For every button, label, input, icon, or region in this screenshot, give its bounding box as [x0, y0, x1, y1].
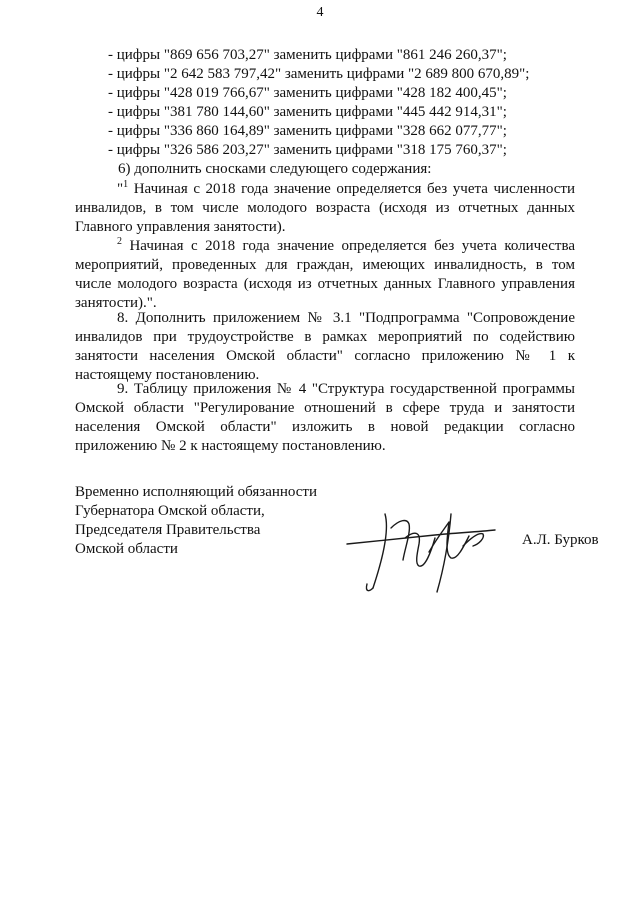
- footnote-1-text: Начиная с 2018 года значение определяется без учета численности инвалидов, в том числе молодого возраста (исходя из отчетных данных Главного управления занятости).: [75, 181, 575, 235]
- replacement-line: - цифры "2 642 583 797,42" заменить цифрами "2 689 800 670,89";: [108, 66, 530, 82]
- handwritten-signature: [345, 508, 510, 596]
- item-8-text: 8. Дополнить приложением № 3.1 "Подпрограмма "Сопровождение инвалидов при трудоустройстве в рамках мероприятий по содействию занятости населения Омской области" согласно приложению № 1 к настоящему постановлению.: [75, 310, 575, 383]
- replacement-line: - цифры "428 019 766,67" заменить цифрами "428 182 400,45";: [108, 85, 507, 101]
- signatory-title: [75, 483, 335, 559]
- footnote-2-marker: 2: [117, 236, 122, 247]
- signatory-title-line: Председателя Правительства: [75, 522, 261, 538]
- replacement-line: - цифры "381 780 144,60" заменить цифрами "445 442 914,31";: [108, 104, 507, 120]
- replacement-list: [108, 46, 529, 160]
- item-8: [75, 309, 575, 385]
- quote-open: ": [117, 181, 124, 197]
- item-9: [75, 380, 575, 456]
- page-number: 4: [316, 5, 324, 20]
- footnote-2-text: Начиная с 2018 года значение определяется без учета количества мероприятий, проведенных для граждан, имеющих инвалидность, в том числе молодого возраста (исходя из отчетных данных Главного управления занятости).".: [75, 238, 575, 311]
- replacement-line: - цифры "336 860 164,89" заменить цифрами "328 662 077,77";: [108, 123, 507, 139]
- replacement-line: - цифры "326 586 203,27" заменить цифрами "318 175 760,37";: [108, 142, 507, 158]
- footnote-2: [75, 237, 575, 313]
- replacement-line: - цифры "869 656 703,27" заменить цифрами "861 246 260,37";: [108, 47, 507, 63]
- item-6: 6) дополнить сносками следующего содержания:: [118, 161, 432, 177]
- footnote-1-marker: 1: [123, 179, 129, 190]
- signatory-name: А.Л. Бурков: [522, 532, 599, 548]
- item-9-text: 9. Таблицу приложения № 4 "Структура государственной программы Омской области "Регулирование отношений в сфере труда и занятости населения Омской области" изложить в новой редакции согласно приложению № 2 к настоящему постановлению.: [75, 381, 575, 454]
- signatory-title-line: Временно исполняющий обязанности: [75, 484, 318, 500]
- signatory-title-line: Губернатора Омской области,: [75, 503, 265, 519]
- footnote-1: [75, 180, 575, 237]
- signatory-title-line: Омской области: [75, 541, 178, 557]
